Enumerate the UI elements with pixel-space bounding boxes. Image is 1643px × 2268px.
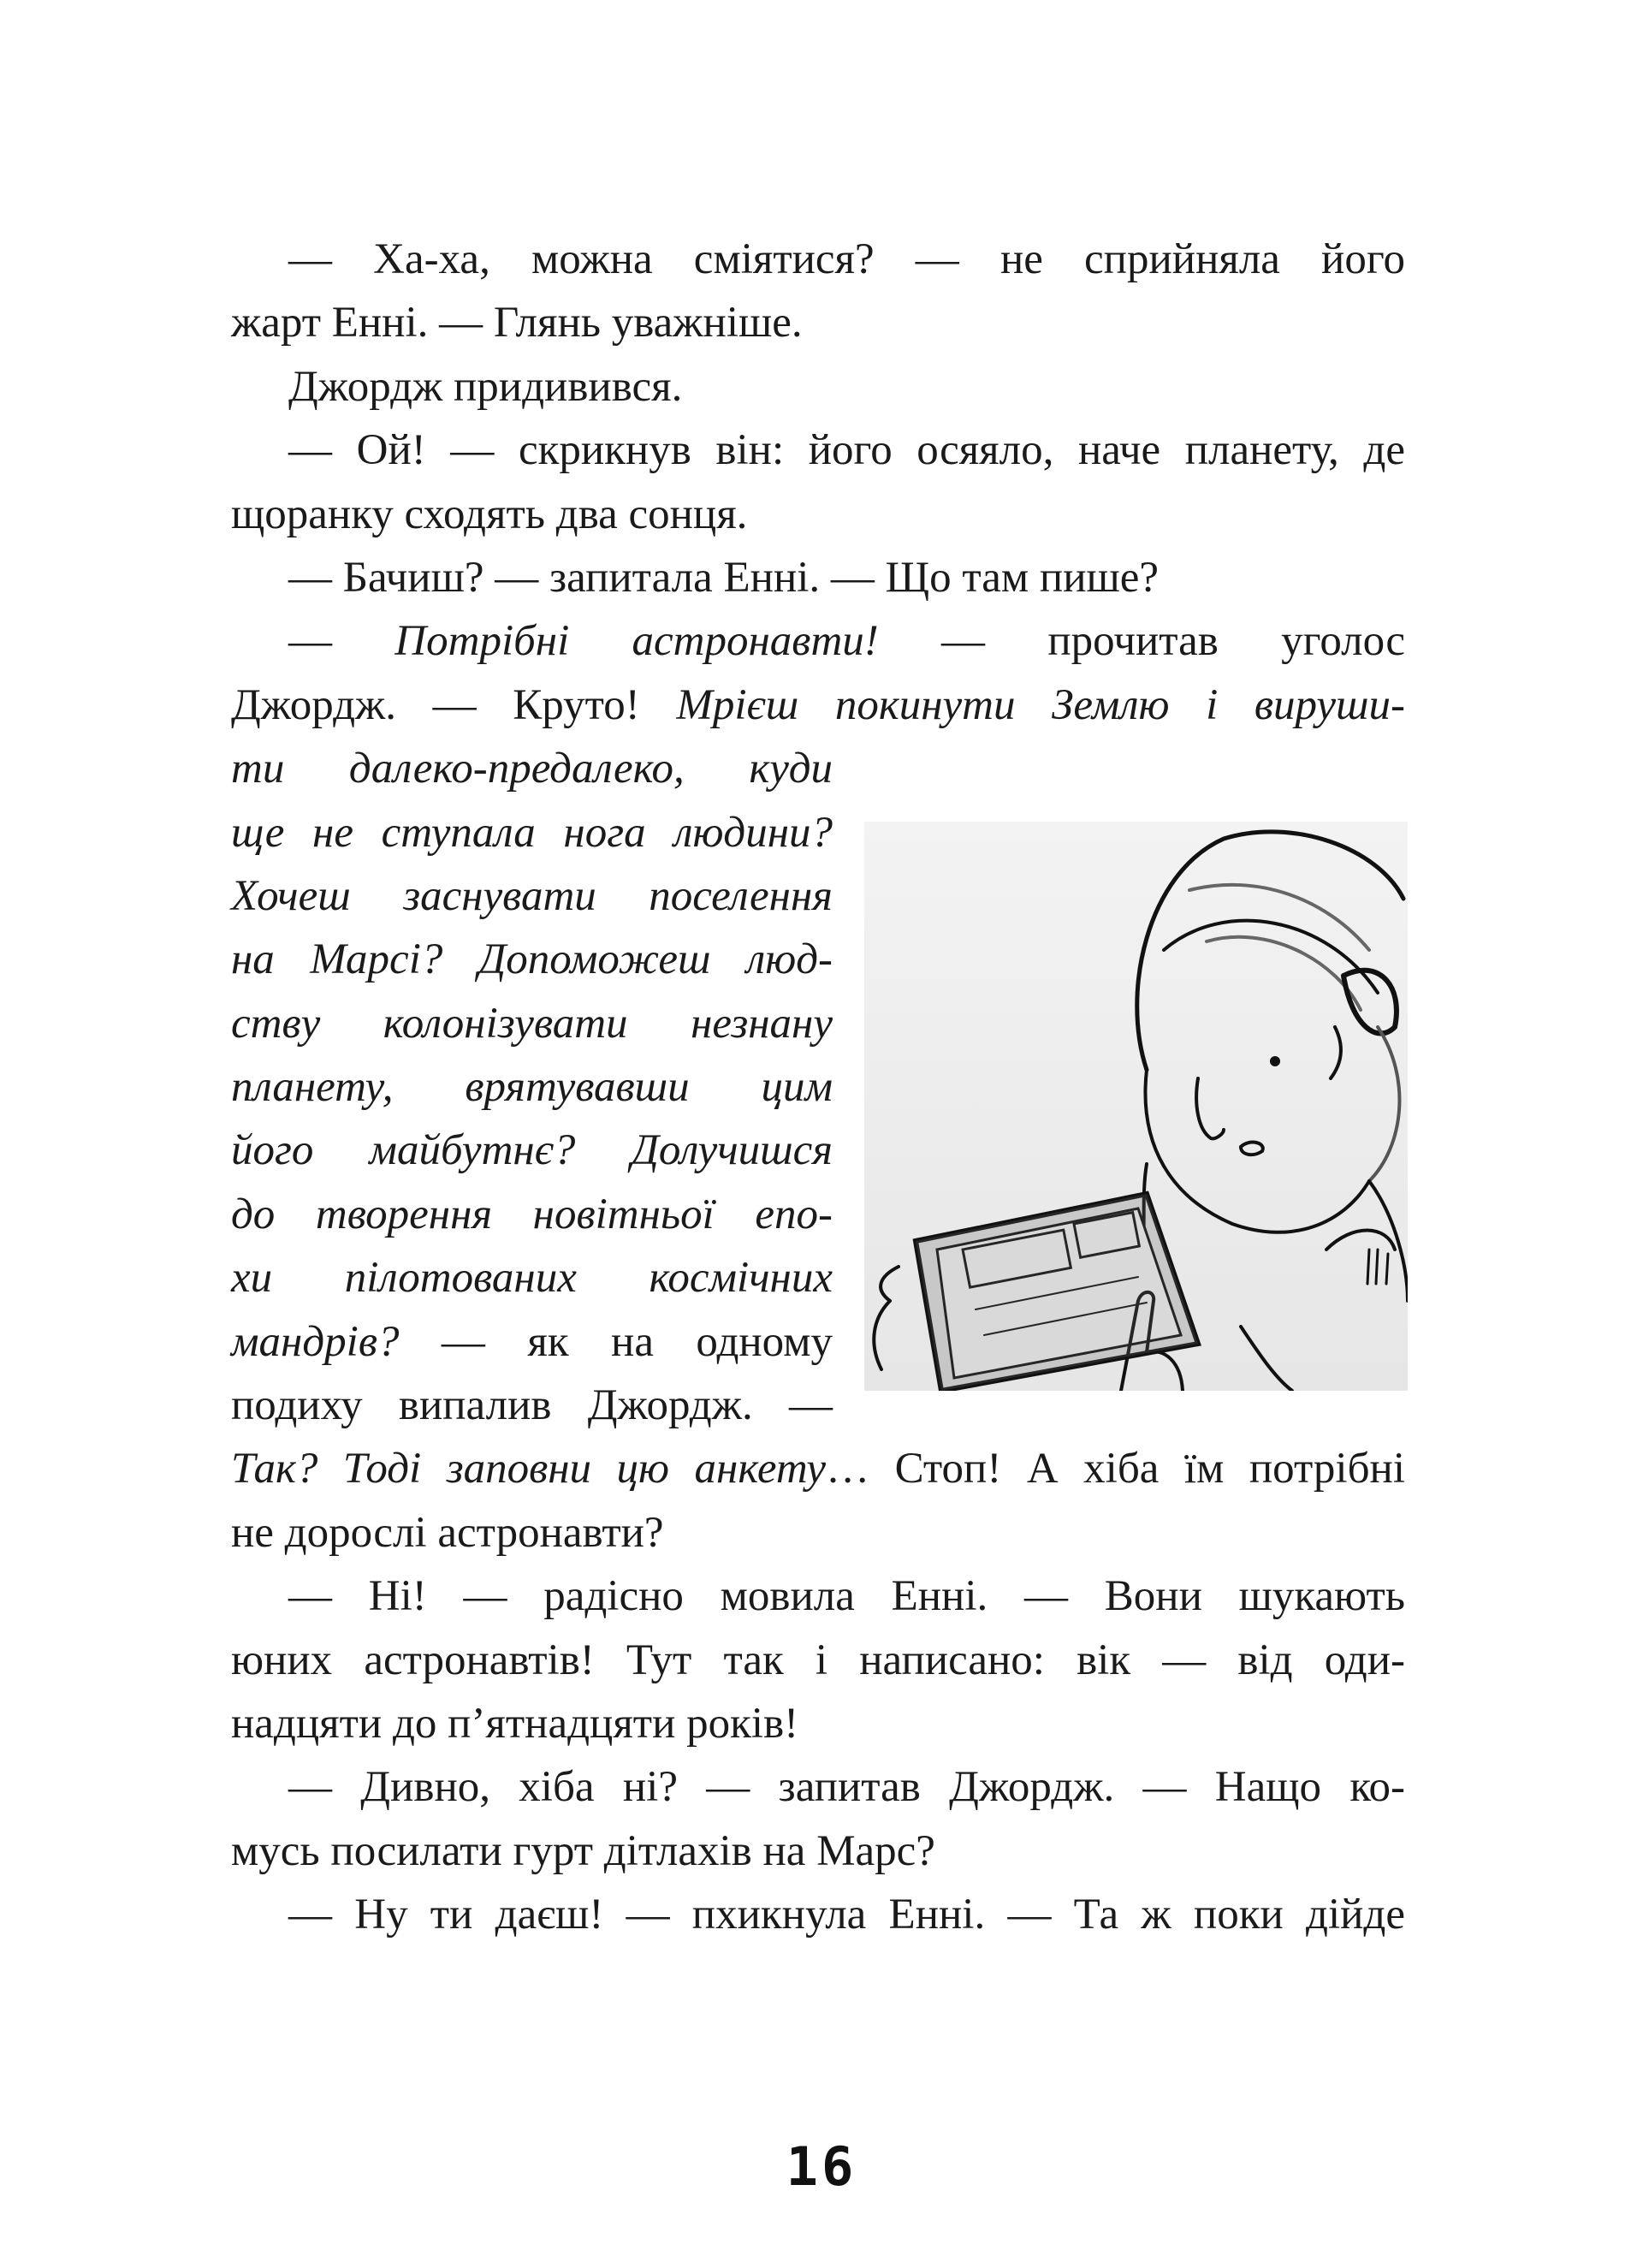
italic-text: на Марсі? Допоможеш люд- <box>231 935 833 984</box>
text-segment: … Стоп! А хіба їм потрібні <box>826 1445 1405 1493</box>
text-line <box>231 1820 1405 1883</box>
text-segment: — прочитав уголос <box>878 617 1406 666</box>
text-segment: — Ні! — радісно мовила Енні. — Вони шукають <box>288 1572 1405 1621</box>
text-line <box>231 1755 1405 1819</box>
text-segment: мусь посилати гурт дітлахів на Марс? <box>231 1826 935 1875</box>
italic-text: Так? Тоді заповни цю анкету <box>231 1445 827 1493</box>
text-segment: надцяти до п’ятнадцяти років! <box>231 1699 799 1748</box>
text-segment: Джордж. — Круто! <box>231 680 677 729</box>
text-line <box>231 1883 1405 1946</box>
text-segment: — Дивно, хіба ні? — запитав Джордж. — Нащо ко- <box>288 1763 1405 1812</box>
text-line <box>231 1374 833 1437</box>
italic-text: хи пілотованих космічних <box>231 1254 833 1303</box>
text-line <box>231 1246 833 1309</box>
text-line <box>231 928 833 991</box>
text-line <box>231 228 1405 291</box>
text-segment: — Ну ти даєш! — пхикнула Енні. — Та ж поки дійде <box>288 1891 1405 1939</box>
italic-text: ству колонізувати незнану <box>231 999 833 1048</box>
text-line <box>231 483 1405 546</box>
text-line <box>231 1183 833 1246</box>
text-line <box>231 1055 833 1119</box>
text-line <box>231 1119 833 1182</box>
text-line <box>231 355 1405 419</box>
text-segment: — Бачиш? — запитала Енні. — Що там пише? <box>288 553 1160 602</box>
text-segment: жарт Енні. — Глянь уважніше. <box>231 299 803 347</box>
italic-text: планету, врятувавши цим <box>231 1063 833 1112</box>
girl-with-tablet-illustration <box>864 822 1408 1391</box>
text-line <box>231 864 833 928</box>
text-line <box>231 1437 1405 1500</box>
text-segment: — <box>288 617 395 666</box>
italic-text: його майбутнє? Долучишся <box>231 1126 833 1175</box>
text-line <box>231 1564 1405 1628</box>
italic-text: мандрів? <box>231 1317 400 1366</box>
text-segment: — Ой! — скрикнув він: його осяяло, наче планету, де <box>288 426 1405 475</box>
italic-text: Хочеш заснувати поселення <box>231 871 833 920</box>
text-line <box>231 992 833 1055</box>
text-line <box>231 546 1405 609</box>
italic-text: до творення новітньої епо- <box>231 1190 833 1238</box>
text-line <box>231 801 833 864</box>
text-line <box>231 737 833 800</box>
text-segment: Джордж придивився. <box>288 362 683 411</box>
text-segment: подиху випалив Джордж. — <box>231 1381 833 1430</box>
text-segment: — Ха-ха, можна сміятися? — не сприйняла його <box>288 235 1405 283</box>
italic-text: ти далеко-предалеко, куди <box>231 745 833 793</box>
text-line <box>231 1629 1405 1692</box>
text-segment: юних астронавтів! Тут так і написано: вік — від оди- <box>231 1636 1405 1684</box>
page-number: 16 <box>786 2135 857 2198</box>
text-line <box>231 291 1405 354</box>
text-line <box>231 1692 1405 1755</box>
text-line <box>231 609 1405 673</box>
text-segment: — як на одному <box>399 1317 833 1366</box>
text-line <box>231 1310 833 1374</box>
italic-text: ще не ступала нога людини? <box>231 808 833 857</box>
italic-text: Мрієш покинути Землю і вируши- <box>676 680 1405 729</box>
text-segment: не дорослі астронавти? <box>231 1508 664 1557</box>
text-line <box>231 419 1405 482</box>
text-line <box>231 674 1405 737</box>
italic-text: Потрібні астронавти! <box>394 617 879 666</box>
text-segment: щоранку сходять два сонця. <box>231 490 748 538</box>
text-line <box>231 1501 1405 1564</box>
